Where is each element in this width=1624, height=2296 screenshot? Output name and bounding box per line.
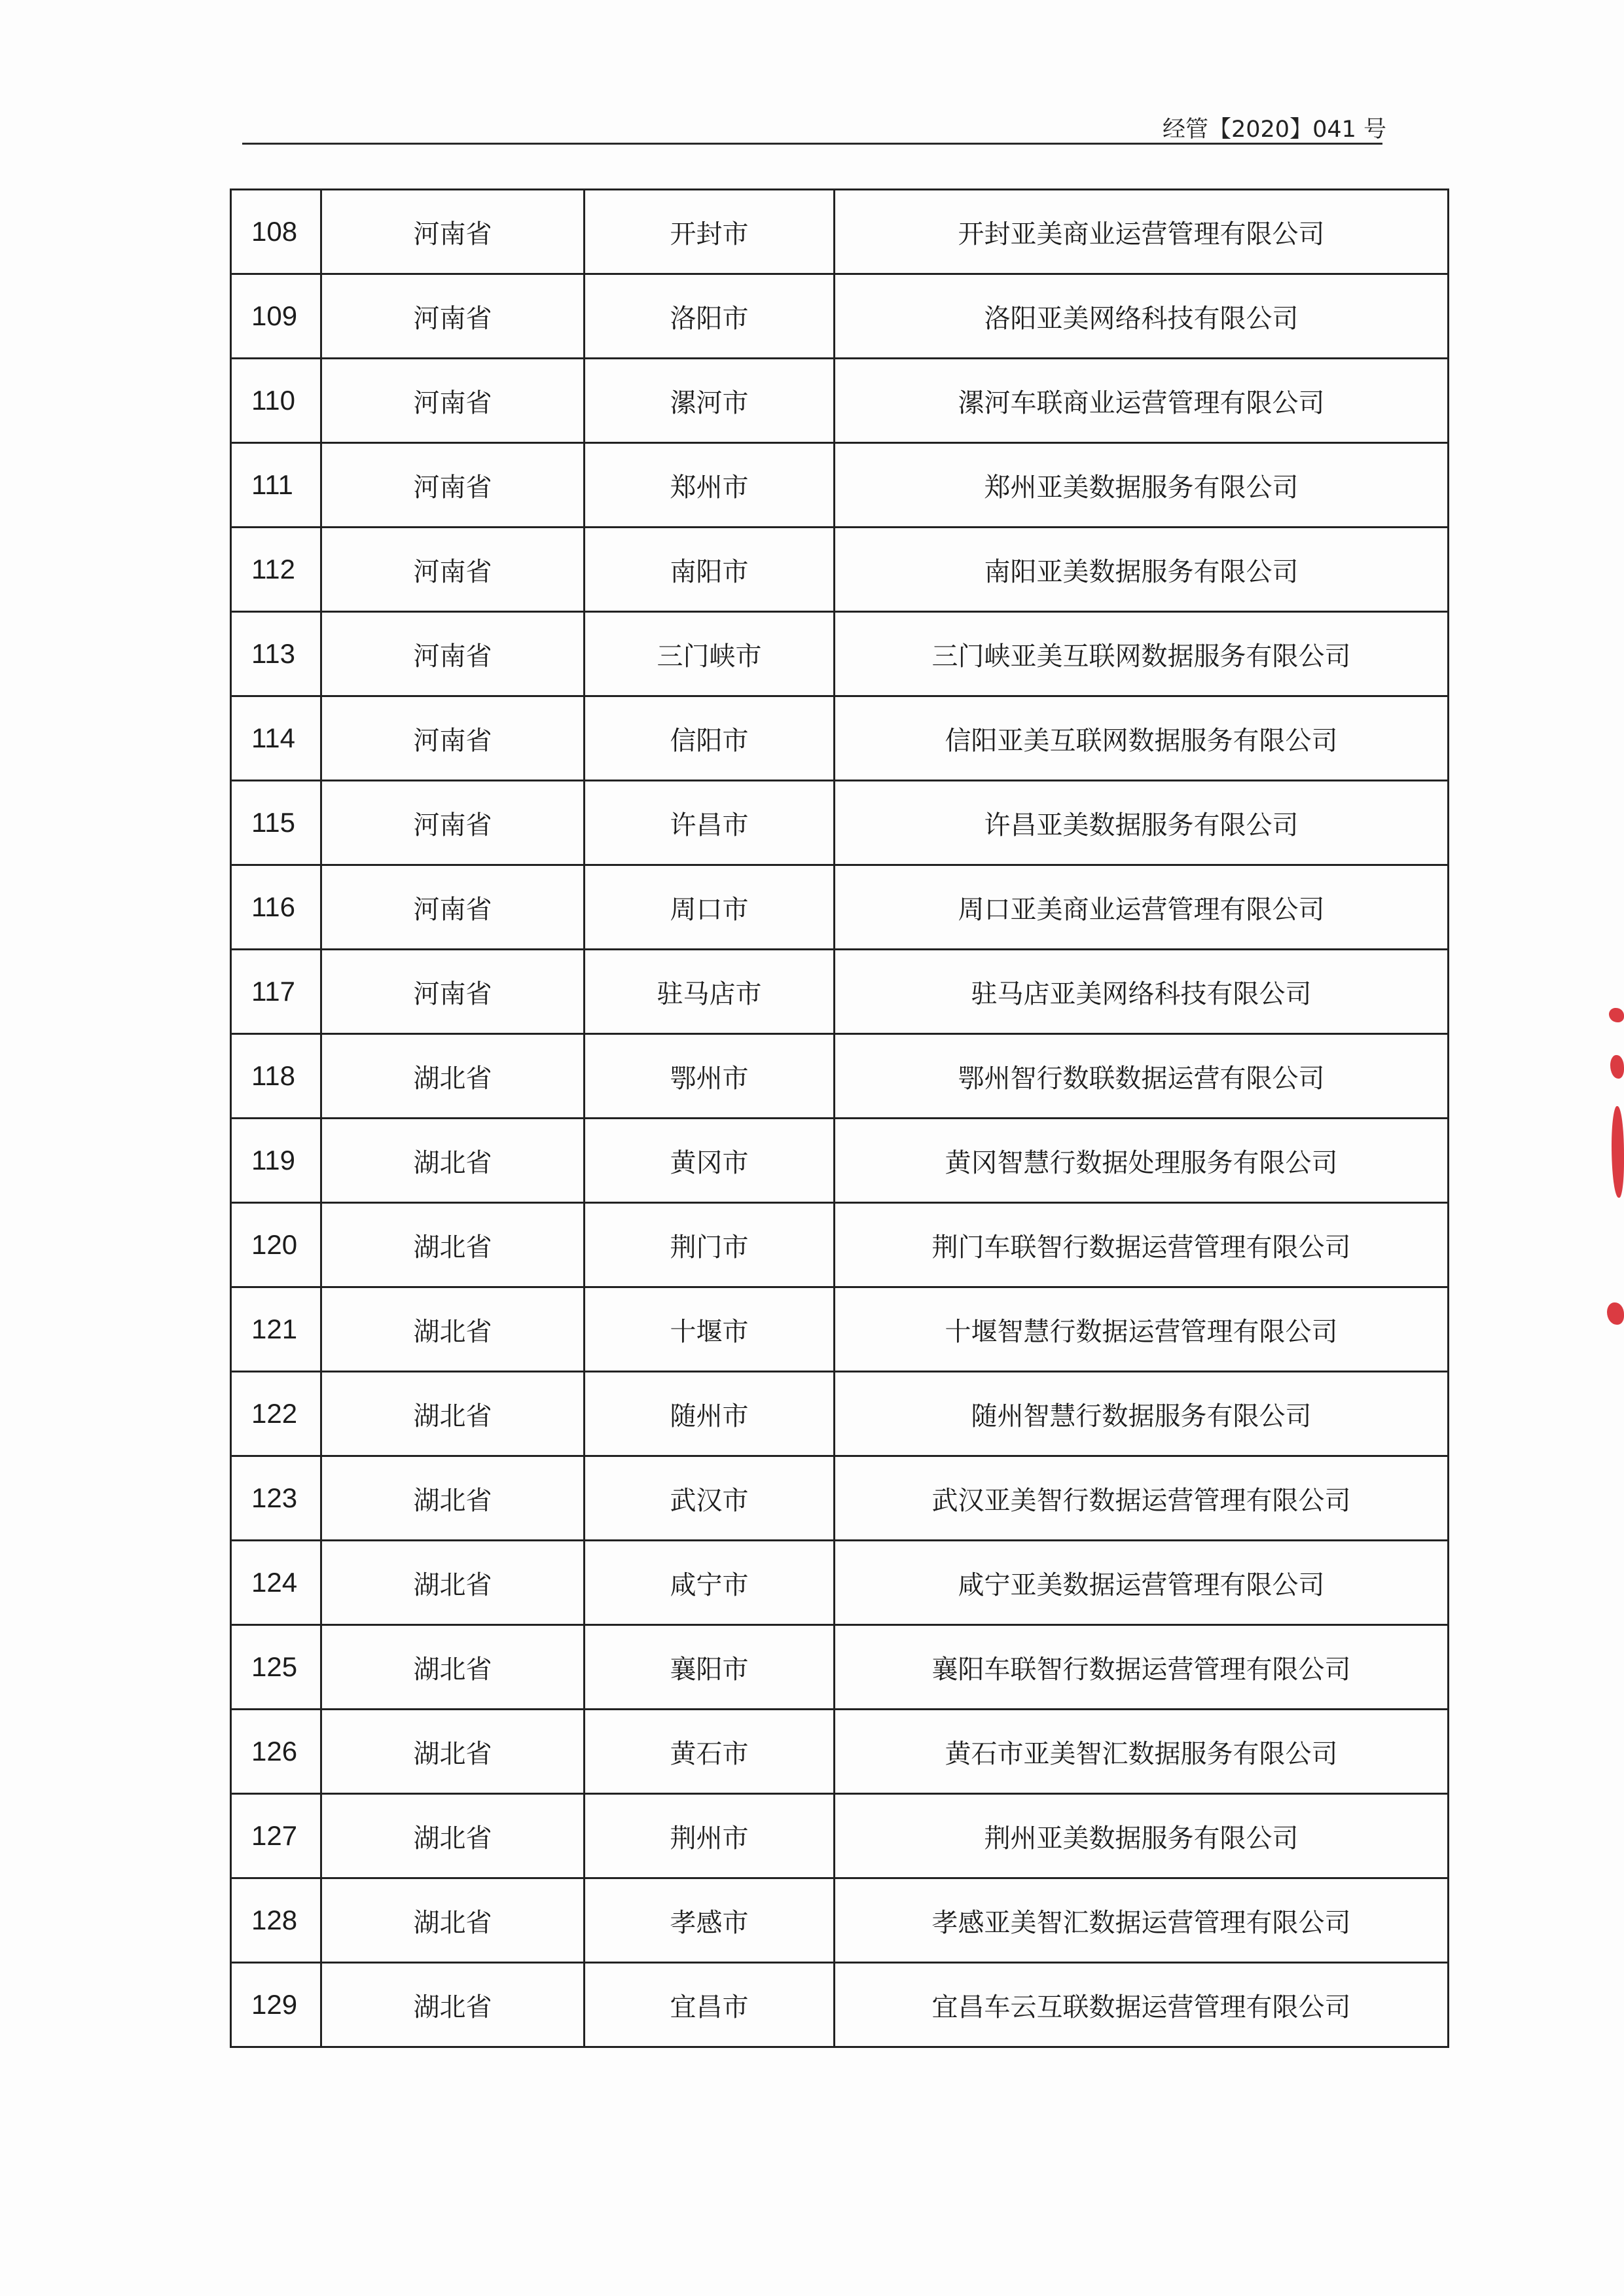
city-cell: 孝感市 — [585, 1878, 835, 1963]
row-number-cell: 115 — [231, 781, 321, 865]
province-cell: 河南省 — [321, 443, 585, 528]
city-cell: 信阳市 — [585, 696, 835, 781]
table-row — [231, 1034, 1449, 1119]
province-cell: 河南省 — [321, 528, 585, 612]
company-name-cell: 周口亚美商业运营管理有限公司 — [835, 865, 1449, 950]
seal-fragment — [1609, 1008, 1624, 1022]
province-cell: 河南省 — [321, 274, 585, 359]
city-cell: 黄冈市 — [585, 1119, 835, 1203]
company-name-cell: 漯河车联商业运营管理有限公司 — [835, 359, 1449, 443]
city-cell: 宜昌市 — [585, 1963, 835, 2047]
company-name-cell: 三门峡亚美互联网数据服务有限公司 — [835, 612, 1449, 696]
row-number-cell: 110 — [231, 359, 321, 443]
row-number-cell: 128 — [231, 1878, 321, 1963]
table-row — [231, 1963, 1449, 2047]
seal-fragment — [1612, 1106, 1624, 1198]
city-cell: 荆门市 — [585, 1203, 835, 1287]
document-number: 经管【2020】041 号 — [1163, 117, 1387, 143]
table-row — [231, 190, 1449, 274]
city-cell: 荆州市 — [585, 1794, 835, 1878]
seal-fragment — [1610, 1055, 1624, 1079]
header-rule — [242, 143, 1382, 145]
company-name-cell: 荆州亚美数据服务有限公司 — [835, 1794, 1449, 1878]
province-cell: 湖北省 — [321, 1963, 585, 2047]
row-number-cell: 119 — [231, 1119, 321, 1203]
city-cell: 驻马店市 — [585, 950, 835, 1034]
province-cell: 湖北省 — [321, 1034, 585, 1119]
company-name-cell: 荆门车联智行数据运营管理有限公司 — [835, 1203, 1449, 1287]
province-cell: 河南省 — [321, 612, 585, 696]
province-cell: 河南省 — [321, 359, 585, 443]
province-cell: 河南省 — [321, 781, 585, 865]
province-cell: 湖北省 — [321, 1794, 585, 1878]
row-number-cell: 113 — [231, 612, 321, 696]
company-name-cell: 武汉亚美智行数据运营管理有限公司 — [835, 1456, 1449, 1541]
province-cell: 湖北省 — [321, 1119, 585, 1203]
row-number-cell: 123 — [231, 1456, 321, 1541]
row-number-cell: 126 — [231, 1710, 321, 1794]
row-number-cell: 112 — [231, 528, 321, 612]
city-cell: 襄阳市 — [585, 1625, 835, 1710]
row-number-cell: 109 — [231, 274, 321, 359]
company-name-cell: 洛阳亚美网络科技有限公司 — [835, 274, 1449, 359]
row-number-cell: 125 — [231, 1625, 321, 1710]
city-cell: 南阳市 — [585, 528, 835, 612]
table-row — [231, 781, 1449, 865]
row-number-cell: 127 — [231, 1794, 321, 1878]
table-row — [231, 1878, 1449, 1963]
table-row — [231, 696, 1449, 781]
row-number-cell: 122 — [231, 1372, 321, 1456]
row-number-cell: 116 — [231, 865, 321, 950]
row-number-cell: 129 — [231, 1963, 321, 2047]
province-cell: 湖北省 — [321, 1456, 585, 1541]
city-cell: 周口市 — [585, 865, 835, 950]
city-cell: 随州市 — [585, 1372, 835, 1456]
row-number-cell: 117 — [231, 950, 321, 1034]
province-cell: 湖北省 — [321, 1710, 585, 1794]
company-name-cell: 郑州亚美数据服务有限公司 — [835, 443, 1449, 528]
seal-fragment — [1607, 1302, 1624, 1325]
company-table — [230, 188, 1449, 2048]
row-number-cell: 121 — [231, 1287, 321, 1372]
company-name-cell: 襄阳车联智行数据运营管理有限公司 — [835, 1625, 1449, 1710]
province-cell: 湖北省 — [321, 1878, 585, 1963]
table-row — [231, 1541, 1449, 1625]
province-cell: 河南省 — [321, 865, 585, 950]
company-name-cell: 许昌亚美数据服务有限公司 — [835, 781, 1449, 865]
row-number-cell: 111 — [231, 443, 321, 528]
company-name-cell: 孝感亚美智汇数据运营管理有限公司 — [835, 1878, 1449, 1963]
row-number-cell: 120 — [231, 1203, 321, 1287]
city-cell: 许昌市 — [585, 781, 835, 865]
province-cell: 河南省 — [321, 190, 585, 274]
city-cell: 洛阳市 — [585, 274, 835, 359]
table-row — [231, 1456, 1449, 1541]
company-name-cell: 黄石市亚美智汇数据服务有限公司 — [835, 1710, 1449, 1794]
row-number-cell: 118 — [231, 1034, 321, 1119]
city-cell: 三门峡市 — [585, 612, 835, 696]
company-name-cell: 南阳亚美数据服务有限公司 — [835, 528, 1449, 612]
city-cell: 黄石市 — [585, 1710, 835, 1794]
company-name-cell: 驻马店亚美网络科技有限公司 — [835, 950, 1449, 1034]
table-row — [231, 1710, 1449, 1794]
company-name-cell: 随州智慧行数据服务有限公司 — [835, 1372, 1449, 1456]
city-cell: 咸宁市 — [585, 1541, 835, 1625]
city-cell: 鄂州市 — [585, 1034, 835, 1119]
city-cell: 郑州市 — [585, 443, 835, 528]
city-cell: 武汉市 — [585, 1456, 835, 1541]
table-row — [231, 1372, 1449, 1456]
table-row — [231, 865, 1449, 950]
city-cell: 漯河市 — [585, 359, 835, 443]
table-row — [231, 1287, 1449, 1372]
company-name-cell: 开封亚美商业运营管理有限公司 — [835, 190, 1449, 274]
province-cell: 湖北省 — [321, 1372, 585, 1456]
table-row — [231, 950, 1449, 1034]
province-cell: 湖北省 — [321, 1287, 585, 1372]
table-row — [231, 1794, 1449, 1878]
company-name-cell: 咸宁亚美数据运营管理有限公司 — [835, 1541, 1449, 1625]
company-name-cell: 十堰智慧行数据运营管理有限公司 — [835, 1287, 1449, 1372]
table-row — [231, 1625, 1449, 1710]
company-name-cell: 宜昌车云互联数据运营管理有限公司 — [835, 1963, 1449, 2047]
province-cell: 河南省 — [321, 696, 585, 781]
row-number-cell: 114 — [231, 696, 321, 781]
table-row — [231, 1203, 1449, 1287]
company-name-cell: 黄冈智慧行数据处理服务有限公司 — [835, 1119, 1449, 1203]
company-name-cell: 信阳亚美互联网数据服务有限公司 — [835, 696, 1449, 781]
province-cell: 湖北省 — [321, 1541, 585, 1625]
province-cell: 湖北省 — [321, 1625, 585, 1710]
company-name-cell: 鄂州智行数联数据运营有限公司 — [835, 1034, 1449, 1119]
city-cell: 十堰市 — [585, 1287, 835, 1372]
province-cell: 湖北省 — [321, 1203, 585, 1287]
table-row — [231, 443, 1449, 528]
row-number-cell: 124 — [231, 1541, 321, 1625]
table-row — [231, 359, 1449, 443]
row-number-cell: 108 — [231, 190, 321, 274]
table-row — [231, 1119, 1449, 1203]
table-body — [231, 190, 1449, 2047]
city-cell: 开封市 — [585, 190, 835, 274]
table-row — [231, 612, 1449, 696]
table-row — [231, 528, 1449, 612]
province-cell: 河南省 — [321, 950, 585, 1034]
table-row — [231, 274, 1449, 359]
